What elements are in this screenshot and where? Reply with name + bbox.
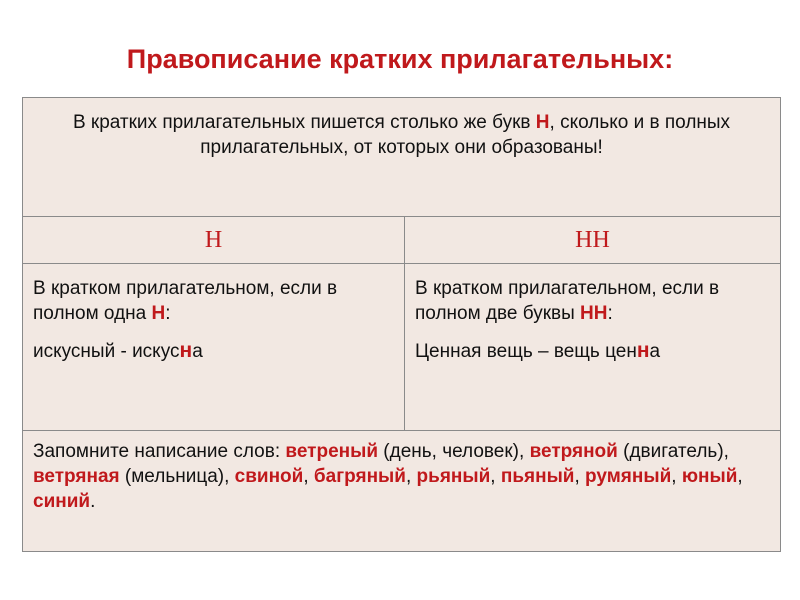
remember-word: багряный	[313, 466, 406, 487]
left-case-cell	[23, 264, 405, 431]
remember-word: ветряная	[33, 466, 120, 487]
remember-cell	[23, 431, 781, 552]
right-case-cell	[405, 264, 781, 431]
left-case-text-after: :	[165, 303, 171, 324]
rule-text-before: В кратких прилагательных пишется столько же букв	[72, 112, 536, 133]
left-case-text-before: В кратком прилагательном, если в полном одна	[33, 278, 338, 324]
remember-word: синий	[33, 491, 91, 512]
left-example-after: а	[192, 341, 203, 362]
remember-word: ветряной	[529, 441, 618, 462]
left-case-example	[23, 326, 404, 364]
left-example-letter: н	[179, 339, 193, 362]
right-case-text-before: В кратком прилагательном, если в полном две буквы	[415, 278, 720, 324]
right-case-letter: НН	[580, 303, 608, 324]
remember-text-part: (двигатель),	[617, 441, 729, 462]
rule-cell	[23, 98, 781, 217]
remember-text-part: (мельница),	[119, 466, 235, 487]
remember-row	[23, 431, 781, 552]
right-case-example	[405, 326, 780, 364]
right-example-after: а	[649, 341, 661, 362]
remember-text-part: ,	[405, 466, 417, 487]
rule-letter: Н	[535, 112, 550, 133]
right-case-text	[405, 264, 780, 326]
right-case-text-after: :	[607, 303, 613, 324]
right-example-before: Ценная вещь – вещь цен	[415, 341, 637, 362]
remember-word: юный	[681, 466, 738, 487]
remember-text-part: ,	[574, 466, 586, 487]
remember-intro: Запомните написание слов:	[33, 441, 286, 462]
left-example-before: искусный - искус	[33, 341, 180, 362]
left-case-text	[23, 264, 404, 326]
remember-word: пьяный	[500, 466, 575, 487]
rule-text	[23, 98, 780, 160]
remember-word: рьяный	[416, 466, 491, 487]
left-case-letter: Н	[151, 303, 166, 324]
remember-text-part: (день, человек),	[378, 441, 530, 462]
rule-text-after: , сколько и в полных прилагательных, от которых они образованы!	[200, 112, 731, 158]
remember-word: свиной	[234, 466, 304, 487]
case-row	[23, 264, 781, 431]
page-title: Правописание кратких прилагательных:	[126, 44, 674, 74]
column-header-n: Н	[23, 217, 405, 264]
right-example-letter: н	[636, 339, 650, 362]
column-header-nn: НН	[405, 217, 781, 264]
remember-text-part: ,	[671, 466, 682, 487]
remember-text	[23, 431, 780, 514]
remember-text-part: ,	[737, 466, 743, 487]
remember-word: румяный	[585, 466, 672, 487]
remember-text-part: ,	[303, 466, 314, 487]
rule-row	[23, 98, 781, 217]
remember-text-part: ,	[490, 466, 501, 487]
header-row	[23, 217, 781, 264]
rules-table	[22, 97, 781, 552]
remember-word: ветреный	[285, 441, 379, 462]
remember-text-part: .	[90, 491, 96, 512]
